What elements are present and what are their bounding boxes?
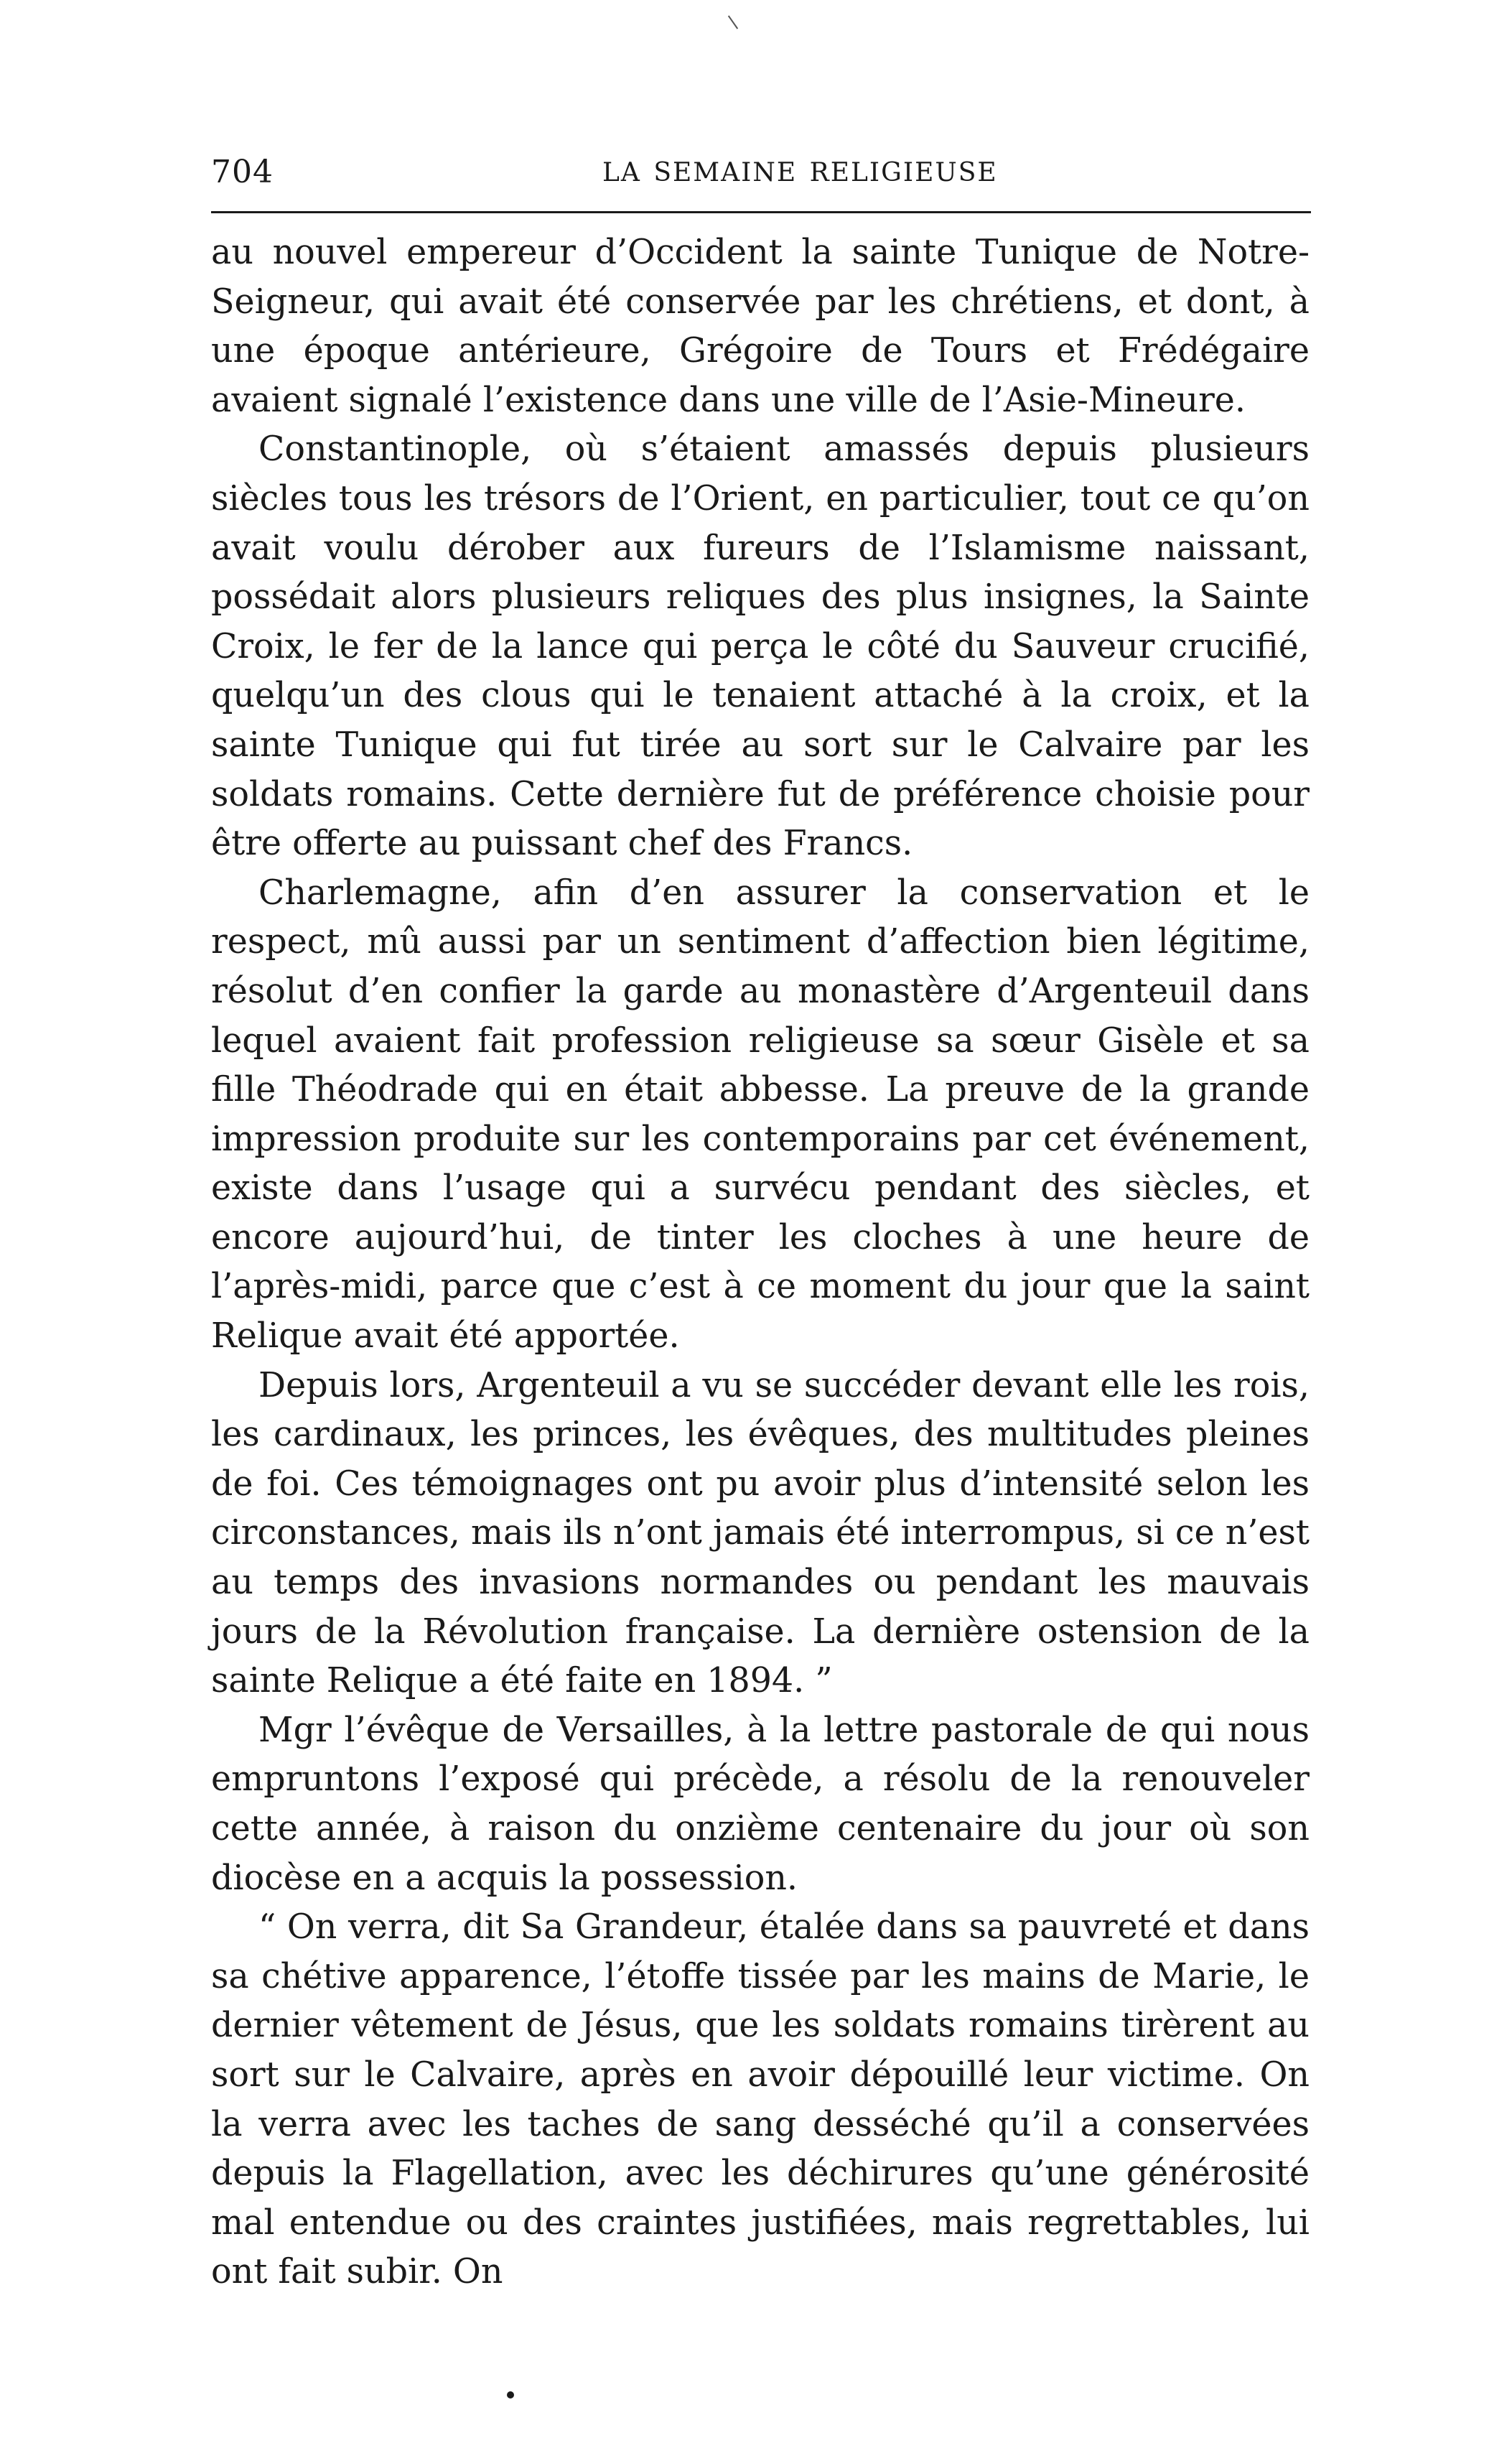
running-title: LA SEMAINE RELIGIEUSE	[602, 158, 998, 187]
paragraph: Constantinople, où s’étaient amassés depuis plusieurs siècles tous les trésors de l’Orient, en particulier, tout ce qu’on avait voulu dérober aux fureurs de l’Islamisme naissant, possédait alors plusieurs reliques des plus insignes, la Sainte Croix, le fer de la lance qui perça le côté du Sauveur crucifié, quelqu’un des clous qui le tenaient attaché à la croix, et la sainte Tunique qui fut tirée au sort sur le Calvaire par les soldats romains. Cette dernière fut de préférence choisie pour être offerte au puissant chef des Francs.	[211, 429, 1310, 864]
paragraph: au nouvel empereur d’Occident la sainte Tunique de Notre-Seigneur, qui avait été conservée par les chrétiens, et dont, à une époque antérieure, Grégoire de Tours et Frédégaire avaient signalé l’existence dans une ville de l’Asie-Mineure.	[211, 233, 1310, 420]
header-rule	[211, 211, 1311, 213]
scan-mark	[728, 15, 738, 29]
paragraph: Depuis lors, Argenteuil a vu se succéder devant elle les rois, les cardinaux, les princes, les évêques, des multitudes pleines de foi. Ces témoignages ont pu avoir plus d’intensité selon les circonstances, mais ils n’ont jamais été interrompus, si ce n’est au temps des invasions normandes ou pendant les mauvais jours de la Révolution française. La dernière ostension de la sainte Relique a été faite en 1894. ”	[211, 1365, 1310, 1701]
page-number: 704	[211, 154, 274, 190]
page-header	[211, 154, 1310, 197]
paragraph: Charlemagne, afin d’en assurer la conservation et le respect, mû aussi par un sentiment d’affection bien légitime, résolut d’en confier la garde au monastère d’Argenteuil dans lequel avaient fait profession religieuse sa sœur Gisèle et sa fille Théodrade qui en était abbesse. La preuve de la grande impression produite sur les contemporains par cet événement, existe dans l’usage qui a survécu pendant des siècles, et encore aujourd’hui, de tinter les cloches à une heure de l’après-midi, parce que c’est à ce moment du jour que la saint Relique avait été apportée.	[211, 873, 1310, 1357]
footer-dot	[507, 2391, 514, 2399]
body-text	[211, 228, 1310, 2297]
paragraph: Mgr l’évêque de Versailles, à la lettre pastorale de qui nous empruntons l’exposé qui précède, a résolu de la renouveler cette année, à raison du onzième centenaire du jour où son diocèse en a acquis la possession.	[211, 1710, 1310, 1898]
paragraph: “ On verra, dit Sa Grandeur, étalée dans sa pauvreté et dans sa chétive apparence, l’étoffe tissée par les mains de Marie, le dernier vêtement de Jésus, que les soldats romains tirèrent au sort sur le Calvaire, après en avoir dépouillé leur victime. On la verra avec les taches de sang desséché qu’il a conservées depuis la Flagellation, avec les déchirures qu’une générosité mal entendue ou des craintes justifiées, mais regrettables, lui ont fait subir. On	[211, 1907, 1310, 2292]
